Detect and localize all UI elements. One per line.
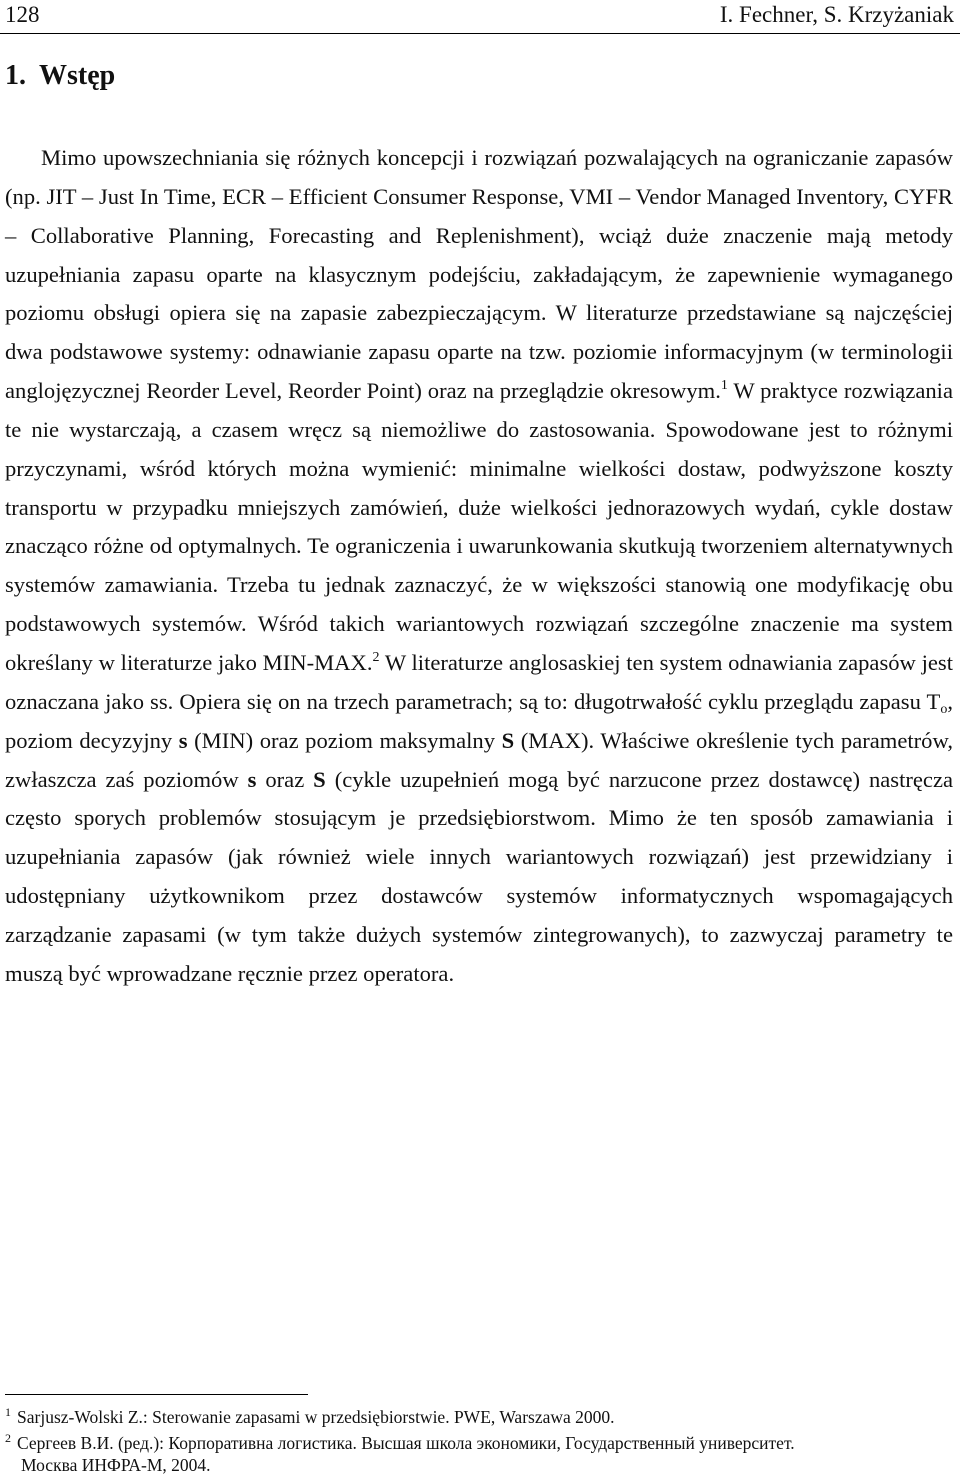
footnote-text-continued: Москва ИНФРА-М, 2004. bbox=[21, 1455, 211, 1475]
header-rule bbox=[0, 33, 960, 34]
paragraph-text: (MAX). Właściwe określenie tych parametrów, zwłaszcza zaś poziomów bbox=[5, 727, 953, 792]
footnote-rule bbox=[5, 1394, 308, 1395]
param-s: s bbox=[247, 766, 257, 792]
paragraph-text: (MIN) oraz poziom maksymalny bbox=[187, 727, 502, 753]
footnote-2 bbox=[5, 1432, 953, 1476]
paragraph-text: W literaturze anglosaskiej ten system odnawiania zapasów jest oznaczana jako ss. Opiera się on na trzech parametrach; są to: długotrwałość cyklu przeglądu zapasu T bbox=[5, 649, 953, 714]
paragraph-text: W praktyce rozwiązania te nie wystarczają, a czasem wręcz są niemożliwe do zastosowania. Spowodowane jest to różnymi przyczynami, wśród których można wymienić: minimalne wielkości dostaw, podwyższone koszty transportu w przypadku mniejszych zamówień, duże wielkości jednorazowych wydań, cykle dostaw znacząco różne od optymalnych. Te ograniczenia i uwarunkowania skutkują tworzeniem alternatywnych systemów zamawiania. Trzeba tu jednak zaznaczyć, że w większości stanowią one modyfikację obu podstawowych systemów. Wśród takich wariantowych rozwiązań szczególne znaczenie ma system określany w literaturze jako MIN-MAX. bbox=[5, 378, 953, 675]
paragraph-text: (cykle uzupełnień mogą być narzucone przez dostawcę) nastręcza często sporych problemów stosującym je przedsiębiorstwom. Mimo że ten sposób zamawiania i uzupełniania zapasów (jak również wiele innych wariantowych rozwiązań) jest przewidziany i udostępniany użytkownikom przez dostawców systemów informatycznych wspomagających zarządzanie zapasami (w tym także dużych systemów zintegrowanych), to zazwyczaj parametry te muszą być wprowadzane ręcznie przez operatora. bbox=[5, 766, 953, 986]
footnote-mark: 1 bbox=[5, 1405, 11, 1419]
footnote-ref-1[interactable]: 1 bbox=[720, 378, 728, 394]
paragraph-text: Mimo upowszechniania się różnych koncepcji i rozwiązań pozwalających na ograniczanie zapasów (np. JIT – Just In Time, ECR – Efficient Consumer Response, VMI – Vendor Managed Inventory, CYFR – Collaborative Planning, Forecasting and Replenishment), wciąż duże znaczenie mają metody uzupełniania zapasu oparte na klasycznym podejściu, zakładającym, że zapewnienie wymaganego poziomu obsługi opiera się na zapasie zabezpieczającym. W literaturze przedstawiane są najczęściej dwa podstawowe systemy: odnawianie zapasu oparte na tzw. poziomie informacyjnym (w terminologii anglojęzycznej Reorder Level, Reorder Point) oraz na przeglądzie okresowym. bbox=[5, 145, 953, 404]
param-s: s bbox=[178, 727, 188, 753]
section-heading bbox=[5, 58, 115, 94]
param-S: S bbox=[313, 766, 326, 792]
running-header bbox=[5, 0, 954, 30]
section-title: Wstęp bbox=[39, 60, 116, 91]
section-number: 1. bbox=[5, 60, 26, 91]
subscript-o: o bbox=[940, 701, 948, 717]
footnote-ref-2[interactable]: 2 bbox=[372, 649, 380, 665]
page-number: 128 bbox=[5, 2, 40, 27]
running-header-authors: I. Fechner, S. Krzyżaniak bbox=[719, 2, 954, 27]
footnote-mark: 2 bbox=[5, 1431, 11, 1445]
paragraph-text: , poziom decyzyjny bbox=[5, 688, 953, 753]
footnote-1 bbox=[5, 1406, 953, 1428]
paragraph-text: oraz bbox=[256, 766, 314, 792]
param-S: S bbox=[501, 727, 515, 753]
footnote-text: Sarjusz-Wolski Z.: Sterowanie zapasami w przedsiębiorstwie. PWE, Warszawa 2000. bbox=[17, 1407, 615, 1427]
body-paragraph bbox=[5, 139, 953, 994]
footnote-text: Сергеев В.И. (ред.): Корпоративна логистика. Высшая школа экономики, Государственный университет. bbox=[17, 1433, 795, 1453]
footnotes bbox=[5, 1406, 953, 1480]
